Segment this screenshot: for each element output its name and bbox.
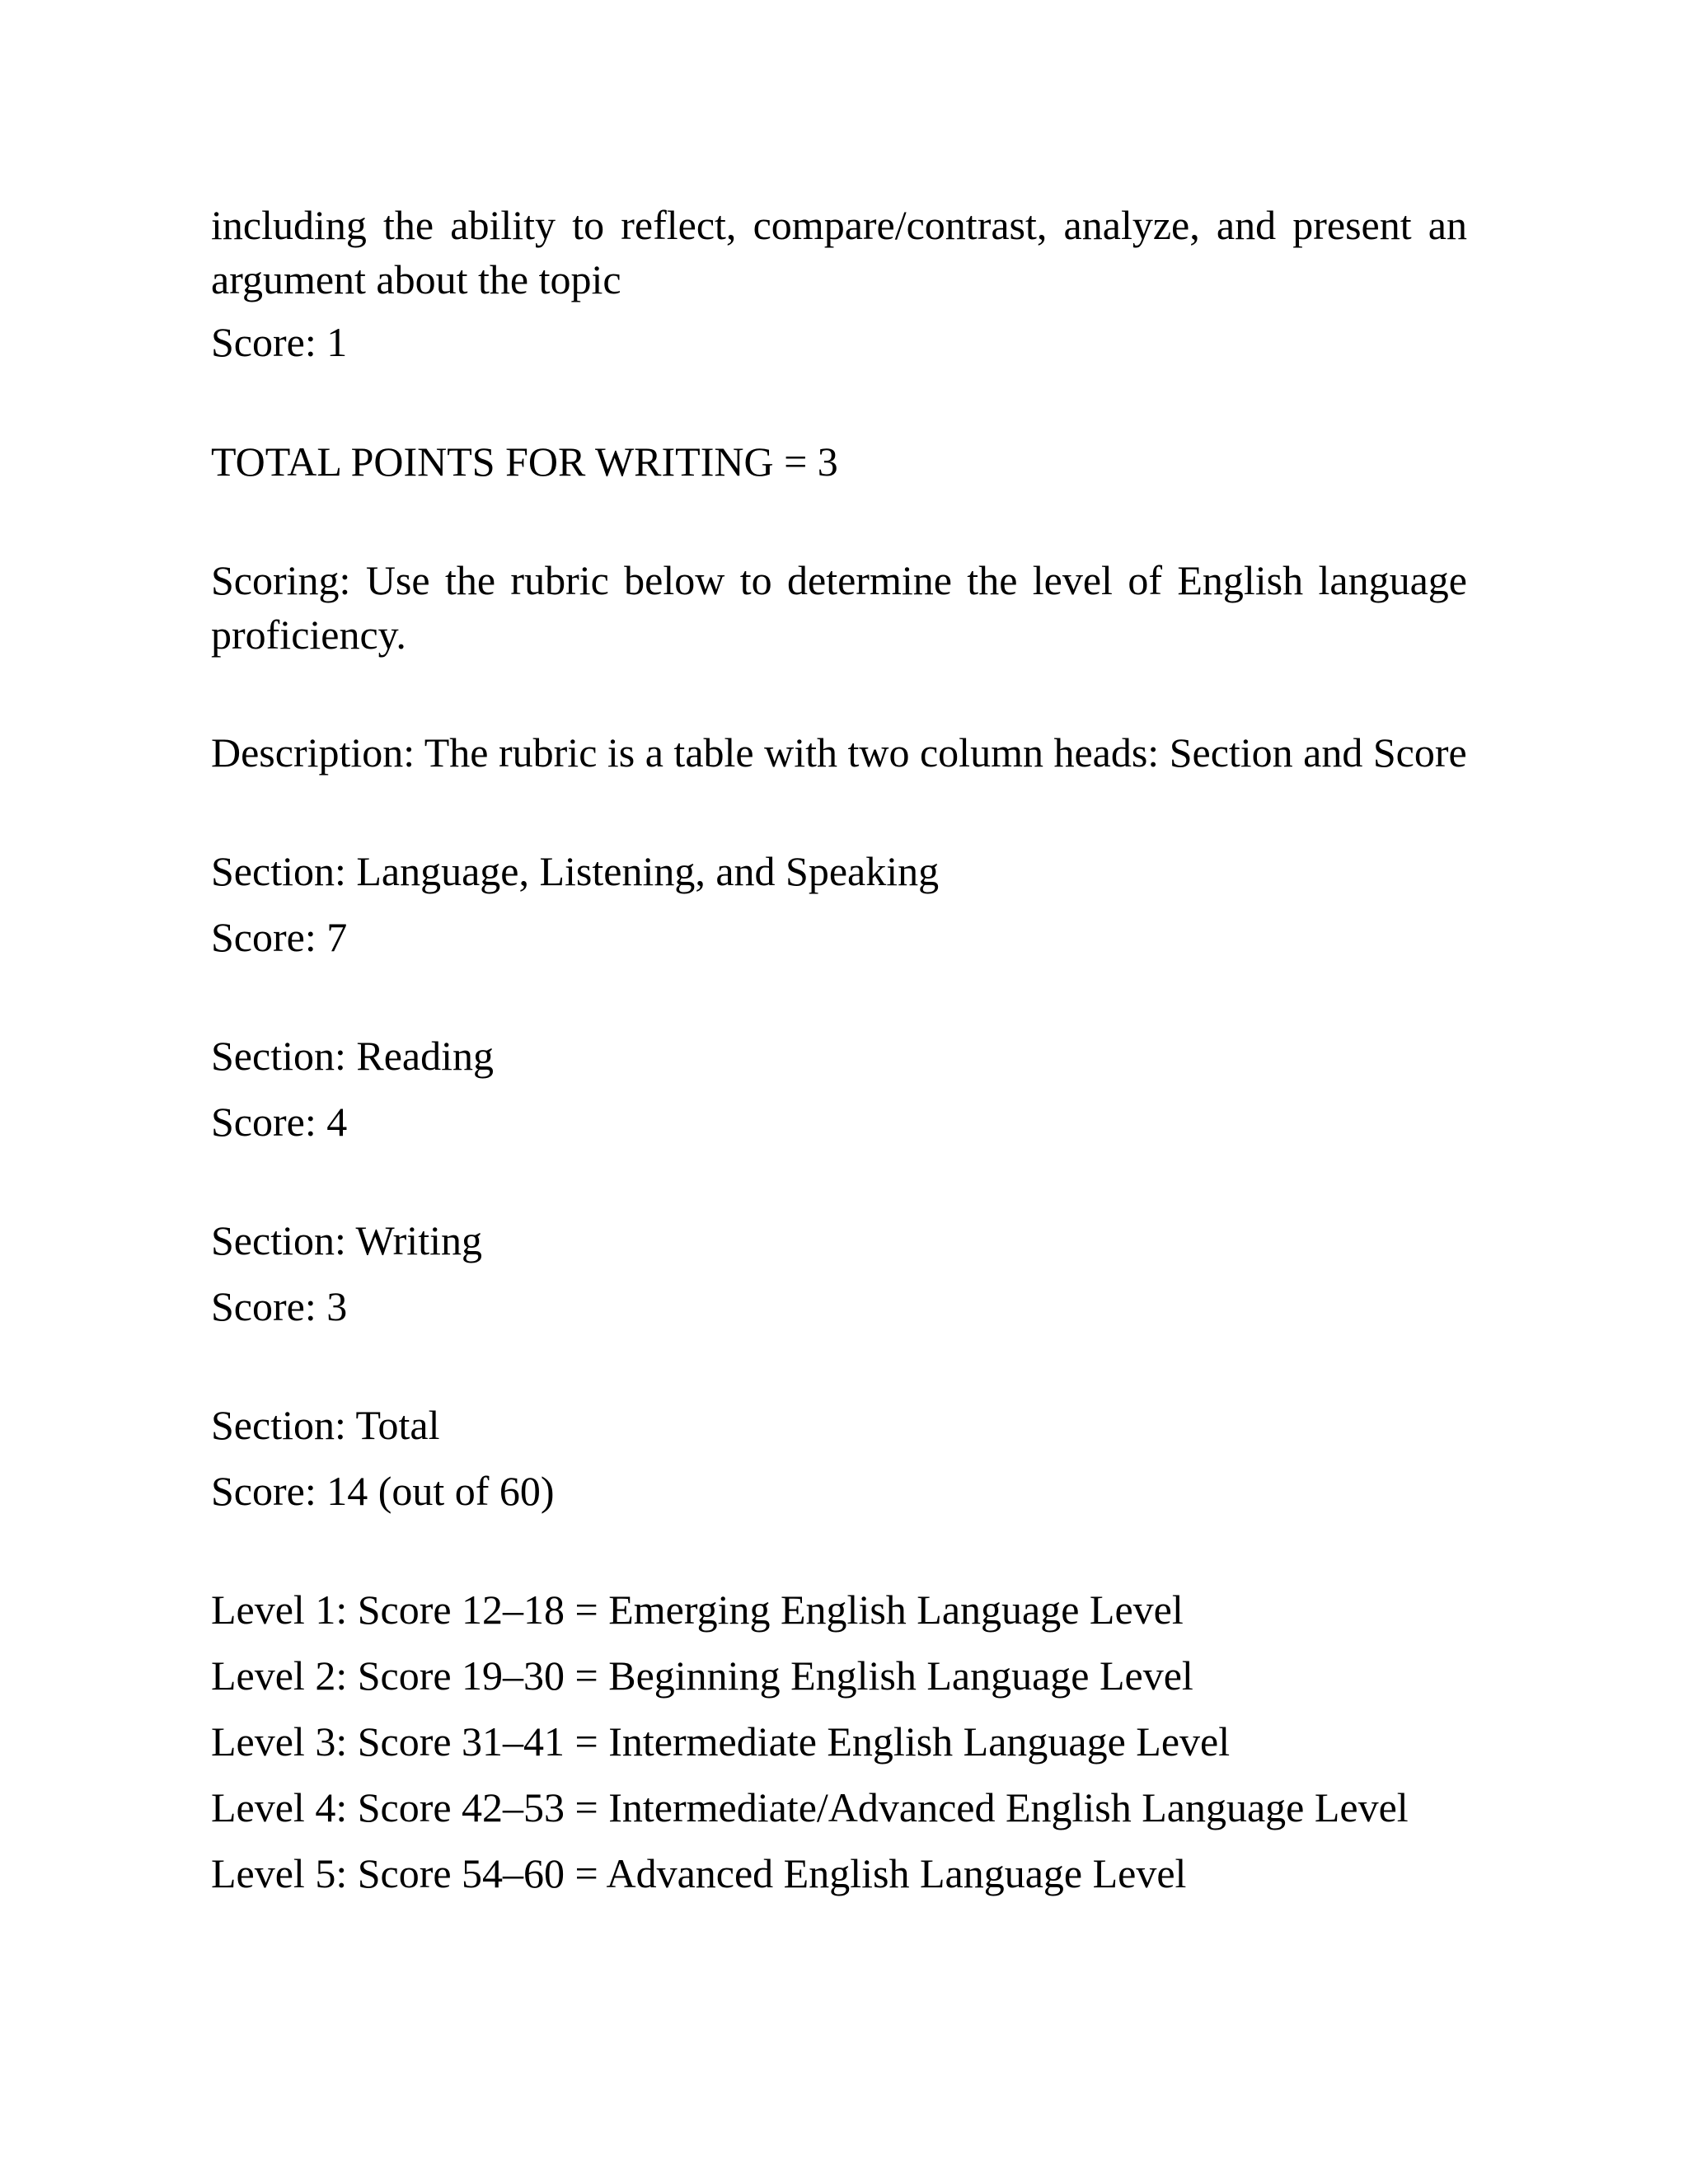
- level-4: Level 4: Score 42–53 = Intermediate/Advanced English Language Level: [211, 1784, 1409, 1830]
- rubric-score-writing: Score: 3: [211, 1283, 348, 1329]
- rubric-score-reading: Score: 4: [211, 1099, 348, 1145]
- total-points-writing: TOTAL POINTS FOR WRITING = 3: [211, 438, 838, 485]
- writing-criteria-text: including the ability to reflect, compare/contrast, analyze, and present an argument about the topic: [211, 202, 1467, 302]
- rubric-description: Description: The rubric is a table with two column heads: Section and Score: [211, 729, 1467, 776]
- rubric-score-total: Score: 14 (out of 60): [211, 1468, 555, 1514]
- rubric-section-total: Section: Total: [211, 1402, 440, 1448]
- level-1: Level 1: Score 12–18 = Emerging English Language Level: [211, 1586, 1184, 1633]
- level-3: Level 3: Score 31–41 = Intermediate English Language Level: [211, 1718, 1231, 1765]
- rubric-score-language: Score: 7: [211, 914, 348, 960]
- level-2: Level 2: Score 19–30 = Beginning English Language Level: [211, 1652, 1193, 1699]
- writing-criteria-score: Score: 1: [211, 319, 348, 365]
- rubric-section-language: Section: Language, Listening, and Speaking: [211, 848, 940, 894]
- scoring-instruction: Scoring: Use the rubric below to determine the level of English language proficiency.: [211, 557, 1467, 658]
- rubric-section-writing: Section: Writing: [211, 1217, 482, 1263]
- level-5: Level 5: Score 54–60 = Advanced English Language Level: [211, 1850, 1187, 1896]
- rubric-section-reading: Section: Reading: [211, 1033, 494, 1079]
